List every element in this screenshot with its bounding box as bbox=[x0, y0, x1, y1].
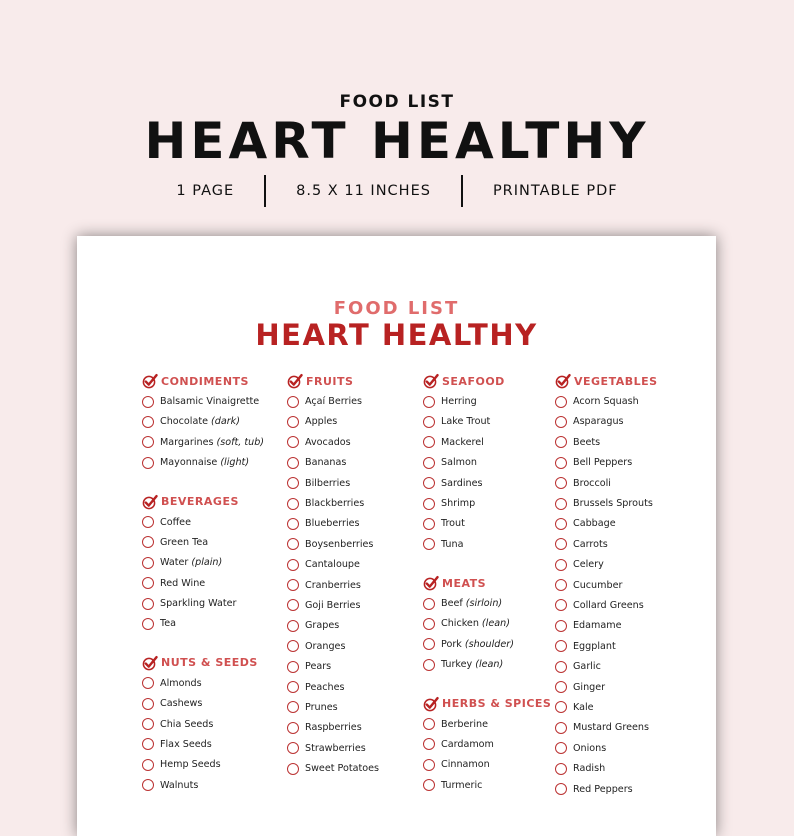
food-item-name: Cucumber bbox=[573, 579, 623, 591]
checkmark-circle-icon bbox=[423, 373, 439, 389]
food-item-name: Walnuts bbox=[160, 779, 199, 791]
empty-circle-checkbox-icon[interactable] bbox=[555, 722, 567, 734]
food-item-name: Ginger bbox=[573, 681, 606, 693]
food-item-name: Coffee bbox=[160, 516, 191, 528]
food-item-name: Asparagus bbox=[573, 416, 624, 428]
empty-circle-checkbox-icon[interactable] bbox=[287, 763, 299, 775]
food-item-name: Herring bbox=[441, 396, 477, 408]
header-meta bbox=[0, 175, 794, 207]
food-item-name: Grapes bbox=[305, 620, 340, 632]
empty-circle-checkbox-icon[interactable] bbox=[423, 396, 435, 408]
food-item-name: Eggplant bbox=[573, 640, 616, 652]
column-2 bbox=[287, 371, 427, 797]
food-item-name: Sweet Potatoes bbox=[305, 763, 380, 775]
food-item-name: Boysenberries bbox=[305, 538, 374, 550]
food-item[interactable] bbox=[555, 534, 695, 554]
empty-circle-checkbox-icon[interactable] bbox=[423, 638, 435, 650]
column-3 bbox=[423, 371, 563, 814]
food-item[interactable] bbox=[555, 677, 695, 697]
food-item-name: Raspberries bbox=[305, 722, 362, 734]
empty-circle-checkbox-icon[interactable] bbox=[287, 742, 299, 754]
checkmark-circle-icon bbox=[555, 373, 571, 389]
food-item[interactable] bbox=[142, 412, 282, 432]
food-item[interactable] bbox=[555, 514, 695, 534]
empty-circle-checkbox-icon[interactable] bbox=[287, 518, 299, 530]
empty-circle-checkbox-icon[interactable] bbox=[423, 518, 435, 530]
food-item-name: Mustard Greens bbox=[573, 722, 649, 734]
food-item-name: Cashews bbox=[160, 698, 203, 710]
food-item[interactable] bbox=[555, 636, 695, 656]
food-item-name: Collard Greens bbox=[573, 599, 644, 611]
empty-circle-checkbox-icon[interactable] bbox=[423, 659, 435, 671]
food-item-name: Berberine bbox=[441, 718, 489, 730]
food-item[interactable] bbox=[555, 779, 695, 799]
food-item[interactable] bbox=[423, 714, 563, 734]
empty-circle-checkbox-icon[interactable] bbox=[142, 457, 154, 469]
food-item-name: Tuna bbox=[441, 538, 464, 550]
checkmark-circle-icon bbox=[142, 655, 158, 671]
food-item[interactable] bbox=[142, 512, 282, 532]
food-item-name: Acorn Squash bbox=[573, 396, 639, 408]
empty-circle-checkbox-icon[interactable] bbox=[142, 577, 154, 589]
food-item-note: (dark) bbox=[211, 416, 240, 428]
food-item-name: Water bbox=[160, 557, 189, 569]
checkmark-circle-icon bbox=[423, 696, 439, 712]
empty-circle-checkbox-icon[interactable] bbox=[555, 620, 567, 632]
food-item[interactable] bbox=[555, 453, 695, 473]
food-item-name: Edamame bbox=[573, 620, 622, 632]
food-item-name: Shrimp bbox=[441, 498, 476, 510]
section-heading bbox=[423, 371, 563, 391]
food-item[interactable] bbox=[287, 718, 427, 738]
food-item[interactable] bbox=[142, 453, 282, 473]
food-item-name: Mackerel bbox=[441, 436, 484, 448]
section-heading bbox=[142, 653, 282, 673]
food-item[interactable] bbox=[142, 614, 282, 634]
empty-circle-checkbox-icon[interactable] bbox=[555, 640, 567, 652]
food-item[interactable] bbox=[423, 514, 563, 534]
food-item-note: (plain) bbox=[191, 557, 223, 569]
food-item[interactable] bbox=[287, 595, 427, 615]
food-item-name: Salmon bbox=[441, 457, 477, 469]
food-item[interactable] bbox=[555, 575, 695, 595]
section-title: NUTS & SEEDS bbox=[161, 656, 258, 670]
checkmark-circle-icon bbox=[287, 373, 303, 389]
food-item-name: Tea bbox=[160, 618, 177, 630]
empty-circle-checkbox-icon[interactable] bbox=[555, 396, 567, 408]
meta-size: 8.5 X 11 INCHES bbox=[296, 183, 431, 199]
empty-circle-checkbox-icon[interactable] bbox=[142, 557, 154, 569]
food-item[interactable] bbox=[555, 697, 695, 717]
food-section bbox=[142, 653, 282, 796]
empty-circle-checkbox-icon[interactable] bbox=[142, 779, 154, 791]
food-item-note: (shoulder) bbox=[464, 638, 514, 650]
food-item-note: (sirloin) bbox=[465, 598, 503, 610]
empty-circle-checkbox-icon[interactable] bbox=[555, 763, 567, 775]
section-title: CONDIMENTS bbox=[161, 374, 249, 388]
empty-circle-checkbox-icon[interactable] bbox=[287, 457, 299, 469]
food-item[interactable] bbox=[423, 534, 563, 554]
food-item-note: (lean) bbox=[475, 659, 504, 671]
food-item[interactable] bbox=[287, 697, 427, 717]
food-section bbox=[423, 371, 563, 555]
food-item-name: Lake Trout bbox=[441, 416, 491, 428]
food-item[interactable] bbox=[555, 616, 695, 636]
empty-circle-checkbox-icon[interactable] bbox=[555, 518, 567, 530]
food-item[interactable] bbox=[287, 758, 427, 778]
empty-circle-checkbox-icon[interactable] bbox=[287, 498, 299, 510]
empty-circle-checkbox-icon[interactable] bbox=[555, 783, 567, 795]
food-item-name: Bananas bbox=[305, 457, 347, 469]
empty-circle-checkbox-icon[interactable] bbox=[142, 436, 154, 448]
empty-circle-checkbox-icon[interactable] bbox=[423, 477, 435, 489]
food-item-name: Prunes bbox=[305, 701, 338, 713]
food-item-name: Blackberries bbox=[305, 498, 365, 510]
food-item[interactable] bbox=[142, 714, 282, 734]
empty-circle-checkbox-icon[interactable] bbox=[423, 498, 435, 510]
empty-circle-checkbox-icon[interactable] bbox=[142, 536, 154, 548]
food-item[interactable] bbox=[287, 432, 427, 452]
empty-circle-checkbox-icon[interactable] bbox=[142, 598, 154, 610]
food-item[interactable] bbox=[555, 432, 695, 452]
food-item-name: Turkey bbox=[441, 659, 473, 671]
food-item-name: Margarines bbox=[160, 436, 214, 448]
food-item-name: Beets bbox=[573, 436, 601, 448]
food-item-name: Red Wine bbox=[160, 577, 206, 589]
empty-circle-checkbox-icon[interactable] bbox=[287, 559, 299, 571]
food-item-name: Strawberries bbox=[305, 742, 366, 754]
empty-circle-checkbox-icon[interactable] bbox=[555, 701, 567, 713]
food-item-note: (soft, tub) bbox=[216, 436, 265, 448]
empty-circle-checkbox-icon[interactable] bbox=[423, 738, 435, 750]
empty-circle-checkbox-icon[interactable] bbox=[142, 698, 154, 710]
food-item[interactable] bbox=[555, 391, 695, 411]
section-heading bbox=[142, 371, 282, 391]
food-item-name: Radish bbox=[573, 763, 606, 775]
page-title: HEART HEALTHY bbox=[255, 318, 538, 352]
checkmark-circle-icon bbox=[142, 494, 158, 510]
empty-circle-checkbox-icon[interactable] bbox=[287, 681, 299, 693]
empty-circle-checkbox-icon[interactable] bbox=[287, 579, 299, 591]
food-item-name: Bilberries bbox=[305, 477, 351, 489]
section-title: FRUITS bbox=[306, 374, 354, 388]
food-item[interactable] bbox=[423, 775, 563, 795]
page-subtitle: FOOD LIST bbox=[333, 298, 460, 319]
empty-circle-checkbox-icon[interactable] bbox=[423, 779, 435, 791]
empty-circle-checkbox-icon[interactable] bbox=[287, 722, 299, 734]
food-section bbox=[423, 573, 563, 675]
food-item[interactable] bbox=[423, 614, 563, 634]
empty-circle-checkbox-icon[interactable] bbox=[287, 477, 299, 489]
food-item-name: Avocados bbox=[305, 436, 351, 448]
empty-circle-checkbox-icon[interactable] bbox=[555, 559, 567, 571]
empty-circle-checkbox-icon[interactable] bbox=[423, 538, 435, 550]
food-item[interactable] bbox=[142, 532, 282, 552]
food-item[interactable] bbox=[423, 734, 563, 754]
food-item-name: Trout bbox=[441, 518, 465, 530]
section-heading bbox=[287, 371, 427, 391]
food-item[interactable] bbox=[423, 755, 563, 775]
food-item-name: Beef bbox=[441, 598, 463, 610]
food-item[interactable] bbox=[423, 391, 563, 411]
empty-circle-checkbox-icon[interactable] bbox=[142, 618, 154, 630]
empty-circle-checkbox-icon[interactable] bbox=[287, 538, 299, 550]
food-item-name: Cabbage bbox=[573, 518, 616, 530]
food-item-name: Pork bbox=[441, 638, 462, 650]
food-item[interactable] bbox=[423, 412, 563, 432]
food-item[interactable] bbox=[142, 391, 282, 411]
empty-circle-checkbox-icon[interactable] bbox=[555, 599, 567, 611]
empty-circle-checkbox-icon[interactable] bbox=[555, 681, 567, 693]
food-item-name: Kale bbox=[573, 701, 594, 713]
empty-circle-checkbox-icon[interactable] bbox=[555, 457, 567, 469]
food-section bbox=[142, 371, 282, 473]
food-item[interactable] bbox=[555, 555, 695, 575]
empty-circle-checkbox-icon[interactable] bbox=[555, 579, 567, 591]
food-item[interactable] bbox=[555, 718, 695, 738]
empty-circle-checkbox-icon[interactable] bbox=[287, 416, 299, 428]
food-item[interactable] bbox=[555, 595, 695, 615]
food-item[interactable] bbox=[287, 493, 427, 513]
section-heading bbox=[142, 491, 282, 511]
food-item-name: Onions bbox=[573, 742, 607, 754]
header-title: HEART HEALTHY bbox=[144, 112, 650, 170]
empty-circle-checkbox-icon[interactable] bbox=[423, 718, 435, 730]
empty-circle-checkbox-icon[interactable] bbox=[555, 436, 567, 448]
empty-circle-checkbox-icon[interactable] bbox=[287, 701, 299, 713]
meta-format: PRINTABLE PDF bbox=[492, 183, 618, 199]
food-item-name: Cardamom bbox=[441, 738, 494, 750]
food-item[interactable] bbox=[287, 616, 427, 636]
food-item[interactable] bbox=[142, 593, 282, 613]
food-item-name: Cantaloupe bbox=[305, 559, 360, 571]
food-item[interactable] bbox=[287, 555, 427, 575]
empty-circle-checkbox-icon[interactable] bbox=[287, 640, 299, 652]
food-item-name: Celery bbox=[573, 559, 604, 571]
checkmark-circle-icon bbox=[142, 373, 158, 389]
empty-circle-checkbox-icon[interactable] bbox=[142, 516, 154, 528]
food-item-name: Oranges bbox=[305, 640, 346, 652]
food-item-name: Carrots bbox=[573, 538, 608, 550]
section-title: HERBS & SPICES bbox=[442, 697, 552, 711]
food-item-name: Cinnamon bbox=[441, 759, 490, 771]
food-item-name: Almonds bbox=[160, 677, 202, 689]
food-item[interactable] bbox=[423, 493, 563, 513]
empty-circle-checkbox-icon[interactable] bbox=[555, 416, 567, 428]
food-item[interactable] bbox=[142, 432, 282, 452]
empty-circle-checkbox-icon[interactable] bbox=[555, 538, 567, 550]
empty-circle-checkbox-icon[interactable] bbox=[423, 759, 435, 771]
food-item[interactable] bbox=[287, 412, 427, 432]
empty-circle-checkbox-icon[interactable] bbox=[287, 661, 299, 673]
food-item-name: Brussels Sprouts bbox=[573, 498, 653, 510]
column-1 bbox=[142, 371, 282, 814]
empty-circle-checkbox-icon[interactable] bbox=[287, 396, 299, 408]
food-item[interactable] bbox=[287, 636, 427, 656]
empty-circle-checkbox-icon[interactable] bbox=[555, 742, 567, 754]
food-item-name: Mayonnaise bbox=[160, 457, 218, 469]
food-item-name: Apples bbox=[305, 416, 338, 428]
section-title: SEAFOOD bbox=[442, 374, 505, 388]
section-title: BEVERAGES bbox=[161, 495, 239, 509]
empty-circle-checkbox-icon[interactable] bbox=[142, 759, 154, 771]
food-item[interactable] bbox=[142, 755, 282, 775]
food-item[interactable] bbox=[555, 412, 695, 432]
empty-circle-checkbox-icon[interactable] bbox=[555, 477, 567, 489]
food-item[interactable] bbox=[555, 738, 695, 758]
food-item-name: Pears bbox=[305, 661, 332, 673]
food-item[interactable] bbox=[287, 473, 427, 493]
food-item[interactable] bbox=[423, 634, 563, 654]
food-item-name: Garlic bbox=[573, 661, 601, 673]
empty-circle-checkbox-icon[interactable] bbox=[423, 436, 435, 448]
empty-circle-checkbox-icon[interactable] bbox=[287, 436, 299, 448]
food-item[interactable] bbox=[142, 553, 282, 573]
empty-circle-checkbox-icon[interactable] bbox=[142, 738, 154, 750]
empty-circle-checkbox-icon[interactable] bbox=[555, 661, 567, 673]
food-item[interactable] bbox=[423, 473, 563, 493]
empty-circle-checkbox-icon[interactable] bbox=[423, 457, 435, 469]
food-item[interactable] bbox=[287, 677, 427, 697]
food-item[interactable] bbox=[142, 734, 282, 754]
food-item[interactable] bbox=[423, 593, 563, 613]
food-item-name: Broccoli bbox=[573, 477, 611, 489]
food-item[interactable] bbox=[142, 775, 282, 795]
food-item-name: Blueberries bbox=[305, 518, 360, 530]
food-item[interactable] bbox=[142, 573, 282, 593]
food-item-name: Red Peppers bbox=[573, 783, 633, 795]
food-item-name: Turmeric bbox=[441, 779, 483, 791]
empty-circle-checkbox-icon[interactable] bbox=[423, 618, 435, 630]
meta-pages: 1 PAGE bbox=[176, 183, 235, 199]
empty-circle-checkbox-icon[interactable] bbox=[287, 620, 299, 632]
food-item-name: Goji Berries bbox=[305, 599, 361, 611]
food-item[interactable] bbox=[423, 432, 563, 452]
section-heading bbox=[423, 693, 563, 713]
food-item[interactable] bbox=[287, 656, 427, 676]
empty-circle-checkbox-icon[interactable] bbox=[142, 416, 154, 428]
checkmark-circle-icon bbox=[423, 575, 439, 591]
section-heading bbox=[555, 371, 695, 391]
food-item-name: Balsamic Vinaigrette bbox=[160, 396, 260, 408]
food-item[interactable] bbox=[423, 453, 563, 473]
food-item-name: Peaches bbox=[305, 681, 345, 693]
food-item-name: Açaí Berries bbox=[305, 396, 363, 408]
food-item[interactable] bbox=[423, 655, 563, 675]
header-subtitle: FOOD LIST bbox=[339, 92, 455, 112]
food-item-note: (light) bbox=[220, 457, 250, 469]
empty-circle-checkbox-icon[interactable] bbox=[555, 498, 567, 510]
food-item-name: Chicken bbox=[441, 618, 479, 630]
food-item-note: (lean) bbox=[481, 618, 510, 630]
food-item-name: Hemp Seeds bbox=[160, 759, 221, 771]
food-section bbox=[287, 371, 427, 779]
food-item-name: Chocolate bbox=[160, 416, 209, 428]
food-item[interactable] bbox=[287, 534, 427, 554]
column-4 bbox=[555, 371, 695, 818]
empty-circle-checkbox-icon[interactable] bbox=[142, 396, 154, 408]
food-item[interactable] bbox=[555, 656, 695, 676]
empty-circle-checkbox-icon[interactable] bbox=[423, 598, 435, 610]
food-item[interactable] bbox=[287, 738, 427, 758]
food-item-name: Cranberries bbox=[305, 579, 361, 591]
empty-circle-checkbox-icon[interactable] bbox=[423, 416, 435, 428]
empty-circle-checkbox-icon[interactable] bbox=[287, 599, 299, 611]
printable-page-preview bbox=[77, 236, 716, 836]
food-item[interactable] bbox=[142, 693, 282, 713]
food-section bbox=[142, 491, 282, 634]
empty-circle-checkbox-icon[interactable] bbox=[142, 677, 154, 689]
empty-circle-checkbox-icon[interactable] bbox=[142, 718, 154, 730]
food-item-name: Bell Peppers bbox=[573, 457, 633, 469]
section-heading bbox=[423, 573, 563, 593]
food-item[interactable] bbox=[287, 575, 427, 595]
food-item[interactable] bbox=[555, 473, 695, 493]
food-item-name: Sparkling Water bbox=[160, 598, 237, 610]
food-item-name: Green Tea bbox=[160, 536, 209, 548]
food-section bbox=[555, 371, 695, 799]
food-section bbox=[423, 693, 563, 795]
section-title: VEGETABLES bbox=[574, 374, 658, 388]
food-item-name: Sardines bbox=[441, 477, 483, 489]
food-item[interactable] bbox=[287, 453, 427, 473]
food-item[interactable] bbox=[287, 391, 427, 411]
food-item[interactable] bbox=[555, 493, 695, 513]
food-item-name: Chia Seeds bbox=[160, 718, 214, 730]
section-title: MEATS bbox=[442, 576, 487, 590]
food-item[interactable] bbox=[142, 673, 282, 693]
food-item[interactable] bbox=[287, 514, 427, 534]
food-item-name: Flax Seeds bbox=[160, 738, 212, 750]
food-item[interactable] bbox=[555, 758, 695, 778]
